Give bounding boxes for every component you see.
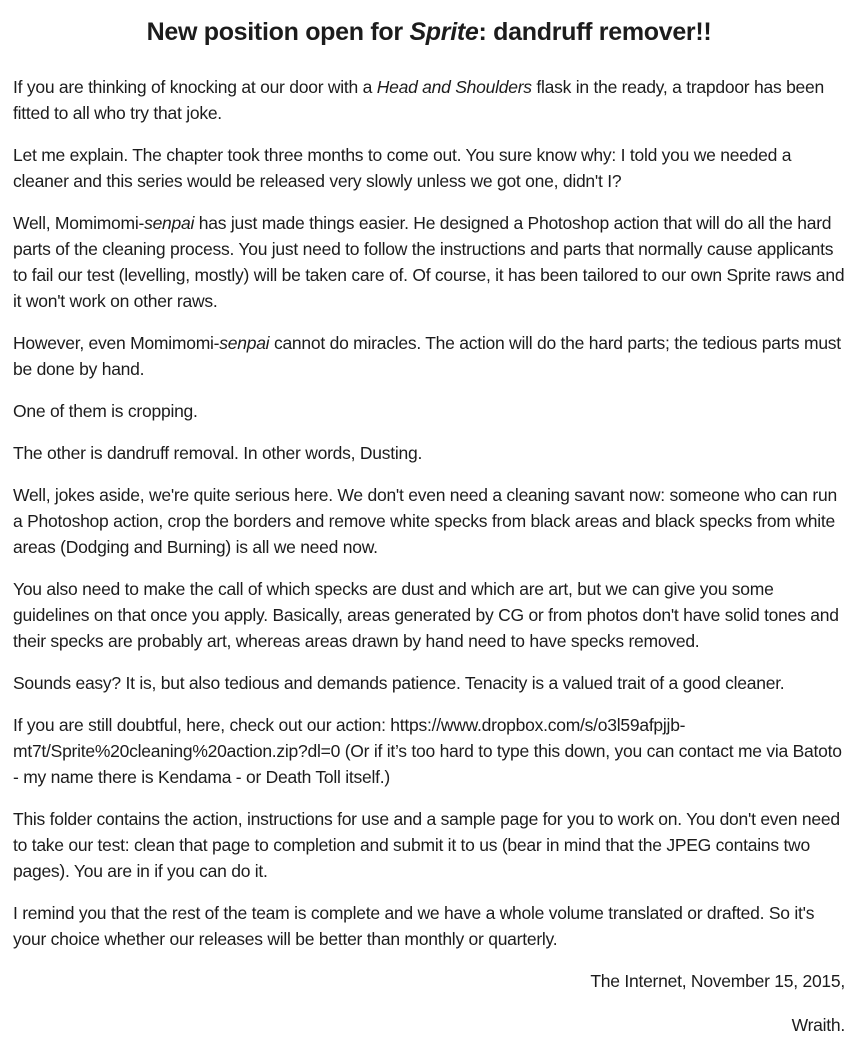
italic-text-run: senpai <box>144 213 195 233</box>
letter-body <box>13 74 845 952</box>
text-run: flask in the ready, a trapdoor has been fitted to all who try that joke. <box>13 77 825 123</box>
paragraph <box>13 712 845 790</box>
paragraph <box>13 670 845 696</box>
paragraph <box>13 806 845 884</box>
text-run: cannot do miracles. The action will do the hard parts; the tedious parts must be done by hand. <box>13 333 841 379</box>
text-run: New position open for <box>146 18 410 46</box>
paragraph <box>13 142 845 194</box>
text-run: Let me explain. The chapter took three months to come out. You sure know why: I told you we needed a cleaner and this series would be released very slowly unless we got one, didn't I? <box>13 145 792 191</box>
text-run: This folder contains the action, instructions for use and a sample page for you to work on. You don't even need to take our test: clean that page to completion and submit it to us (bear in mind that the JPEG contains two pages). You are in if you can do it. <box>13 809 840 881</box>
text-run: Well, jokes aside, we're quite serious here. We don't even need a cleaning savant now: someone who can run a Photoshop action, crop the borders and remove white specks from black areas and black specks from white areas (Dodging and Burning) is all we need now. <box>13 485 837 557</box>
text-run: : dandruff remover!! <box>478 18 712 46</box>
text-run: Sounds easy? It is, but also tedious and demands patience. Tenacity is a valued trait of a good cleaner. <box>13 673 785 693</box>
signature-name: Wraith. <box>791 1015 845 1035</box>
paragraph <box>13 398 845 424</box>
text-run: However, even Momimomi- <box>13 333 220 353</box>
text-run: If you are thinking of knocking at our door with a <box>13 77 377 97</box>
paragraph <box>13 330 845 382</box>
page-title <box>13 14 845 50</box>
italic-text-run: senpai <box>219 333 270 353</box>
paragraph <box>13 482 845 560</box>
text-run: One of them is cropping. <box>13 401 198 421</box>
text-run: If you are still doubtful, here, check out our action: https://www.dropbox.com/s/o3l59afpjjb-mt7t/Sprite%20cleaning%20action.zip?dl=0 (Or if it’s too hard to type this down, you can contact me via Batoto - my name there is Kendama - or Death Toll itself.) <box>13 715 842 787</box>
paragraph <box>13 440 845 466</box>
paragraph <box>13 210 845 314</box>
text-run: Well, Momimomi- <box>13 213 145 233</box>
paragraph <box>13 900 845 952</box>
text-run: has just made things easier. He designed a Photoshop action that will do all the hard parts of the cleaning process. You just need to follow the instructions and parts that normally cause applicants to fail our test (levelling, mostly) will be taken care of. Of course, it has been tailored to our own Sprite raws and it won't work on other raws. <box>13 213 845 311</box>
italic-text-run: Sprite <box>409 18 479 46</box>
text-run: The other is dandruff removal. In other words, Dusting. <box>13 443 423 463</box>
text-run: You also need to make the call of which specks are dust and which are art, but we can give you some guidelines on that once you apply. Basically, areas generated by CG or from photos don't have solid tones and their specks are probably art, whereas areas drawn by hand need to have specks removed. <box>13 579 839 651</box>
text-run: I remind you that the rest of the team is complete and we have a whole volume translated or drafted. So it's your choice whether our releases will be better than monthly or quarterly. <box>13 903 815 949</box>
italic-text-run: Head and Shoulders <box>376 77 532 97</box>
paragraph <box>13 74 845 126</box>
signature-date: The Internet, November 15, 2015, <box>590 971 845 991</box>
paragraph <box>13 576 845 654</box>
